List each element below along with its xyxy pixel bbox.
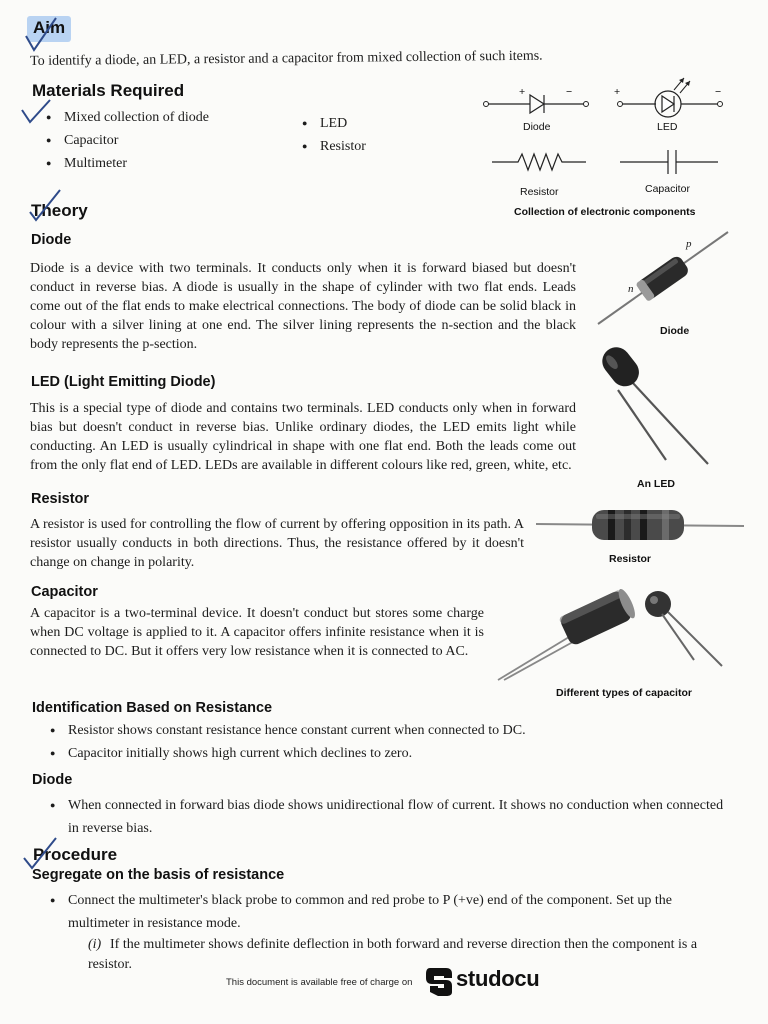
procedure-list xyxy=(48,889,734,935)
component-symbols-figure xyxy=(478,76,738,196)
identification-heading: Identification Based on Resistance xyxy=(32,700,273,716)
capacitor-paragraph xyxy=(30,604,484,661)
list-item: ● Capacitor initially shows high current which declines to zero. xyxy=(48,742,708,765)
resistor-paragraph xyxy=(30,515,524,572)
check-mark-icon xyxy=(26,186,66,222)
procedure-subitem xyxy=(88,935,734,975)
list-item: ● Multimeter xyxy=(44,152,209,175)
led-minus-sign: − xyxy=(715,86,722,98)
resistor-symbol-label: Resistor xyxy=(520,186,559,198)
subitem-marker: (i) xyxy=(88,937,102,952)
procedure-subheading: Segregate on the basis of resistance xyxy=(32,867,285,883)
list-item: ● LED xyxy=(300,112,366,135)
subitem-text: If the multimeter shows definite deflection in both forward and reverse direction then the component is a resistor. xyxy=(88,937,698,972)
resistor-photo xyxy=(536,500,744,550)
list-item: ● Resistor xyxy=(300,135,366,158)
aim-heading: Aim xyxy=(33,18,66,37)
materials-list-2 xyxy=(300,112,366,158)
check-mark-icon xyxy=(20,834,60,870)
studocu-brand[interactable]: studocu xyxy=(456,966,540,991)
diode-photo xyxy=(594,226,734,336)
identification-list xyxy=(48,719,708,765)
led-symbol-label: LED xyxy=(657,121,678,133)
capacitor-symbol-label: Capacitor xyxy=(645,183,690,195)
list-item: ● Mixed collection of diode xyxy=(44,106,209,129)
led-symbol xyxy=(618,78,723,117)
diode-plus-sign: + xyxy=(519,86,526,98)
led-paragraph xyxy=(30,399,576,475)
diode-text: Diode is a device with two terminals. It conducts only when it is forward biased but doesn't conduct in reverse bias. A diode is usually in the shape of cylinder with two flat ends. Leads come out of the flat ends to make electrical connections. The body of diode can be solid black in colour with a silver lining at one end. The silver lining represents the n-section and the black body represents the p-section. xyxy=(30,261,576,352)
materials-heading: Materials Required xyxy=(32,81,185,100)
footer-note: This document is available free of charge on xyxy=(226,977,413,988)
resistor-photo-caption: Resistor xyxy=(609,553,652,565)
check-mark-icon xyxy=(22,14,62,54)
theory-heading: Theory xyxy=(31,201,88,220)
diode-photo-p-label: p xyxy=(686,238,692,250)
capacitor-photo xyxy=(496,584,736,684)
capacitor-text: A capacitor is a two-terminal device. It doesn't conduct but stores some charge when DC voltage is applied to it. A capacitor offers infinite resistance when it is connected to DC. But it offers very low resistance when it is connected to AC. xyxy=(30,606,484,659)
resistor-symbol xyxy=(492,154,586,170)
studocu-logo-icon xyxy=(424,964,454,998)
led-photo xyxy=(590,336,720,466)
list-item: ● Connect the multimeter's black probe to common and red probe to P (+ve) end of the component. Set up the multimeter in resistance mode. xyxy=(48,889,734,935)
diode-minus-sign: − xyxy=(566,86,573,98)
resistor-heading: Resistor xyxy=(31,491,90,507)
list-item: ● Capacitor xyxy=(44,129,209,152)
aim-text: To identify a diode, an LED, a resistor and a capacitor from mixed collection of such items. xyxy=(30,48,543,69)
diode-photo-n-label: n xyxy=(628,283,634,295)
materials-list-1 xyxy=(44,106,209,175)
led-plus-sign: + xyxy=(614,86,621,98)
resistor-text: A resistor is used for controlling the flow of current by offering opposition in its path. A resistor usually conducts in both directions. Thus, the resistance offered by it doesn't change on change in polarity. xyxy=(30,517,524,570)
diode-identification-heading: Diode xyxy=(32,772,73,788)
capacitor-photo-caption: Different types of capacitor xyxy=(556,687,692,699)
diode-identification-list xyxy=(48,794,734,840)
components-caption: Collection of electronic components xyxy=(514,206,696,218)
led-heading: LED (Light Emitting Diode) xyxy=(31,374,216,390)
capacitor-heading: Capacitor xyxy=(31,584,98,600)
capacitor-symbol xyxy=(620,150,718,174)
diode-symbol xyxy=(484,95,589,113)
diode-photo-caption: Diode xyxy=(660,325,690,337)
procedure-heading: Procedure xyxy=(33,845,118,864)
diode-heading: Diode xyxy=(31,232,72,248)
list-item: ● When connected in forward bias diode shows unidirectional flow of current. It shows no conduction when connected in reverse bias. xyxy=(48,794,734,840)
led-photo-caption: An LED xyxy=(637,478,675,490)
led-text: This is a special type of diode and contains two terminals. LED conducts only when in forward bias but doesn't conduct in reverse bias. Unlike ordinary diodes, the LED emits light while conducting. An LED is usually cylindrical in shape with one flat end. Both the leads come out from the only flat end of LED. LEDs are available in different colours like red, green, white, etc. xyxy=(30,401,576,473)
list-item: ● Resistor shows constant resistance hence constant current when connected to DC. xyxy=(48,719,708,742)
diode-symbol-label: Diode xyxy=(523,121,551,133)
diode-paragraph xyxy=(30,259,576,354)
